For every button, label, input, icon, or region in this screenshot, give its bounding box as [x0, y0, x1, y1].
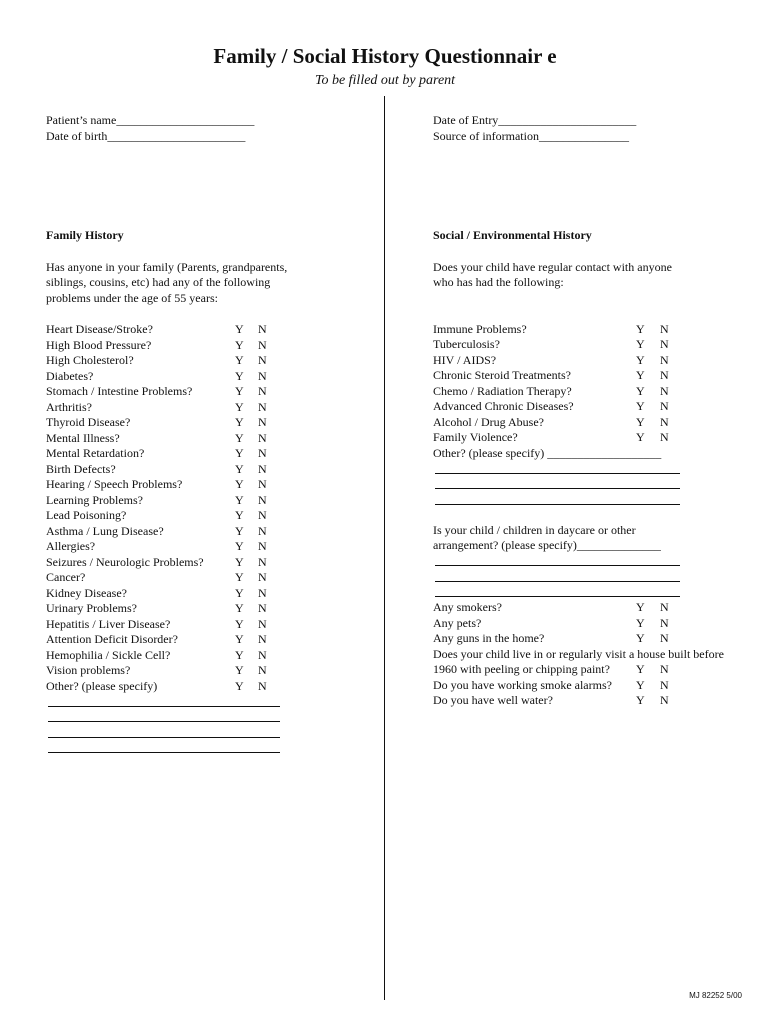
- no-option[interactable]: N: [660, 368, 669, 382]
- social-other-blank-line[interactable]: [433, 461, 680, 477]
- question-label: Family Violence?: [433, 430, 518, 444]
- yes-option[interactable]: Y: [235, 446, 244, 460]
- no-option[interactable]: N: [258, 570, 267, 584]
- question-label: Allergies?: [46, 539, 96, 553]
- yes-option[interactable]: Y: [235, 337, 244, 352]
- question-label: Lead Poisoning?: [46, 508, 127, 522]
- no-option[interactable]: N: [258, 632, 267, 646]
- social-history-intro-line: Does your child have regular contact with anyone: [433, 259, 672, 274]
- social-other-field[interactable]: Other? (please specify) ___________________: [433, 445, 662, 460]
- question-row: [433, 384, 763, 400]
- social-history-intro-line: who has had the following:: [433, 275, 564, 289]
- yes-option[interactable]: Y: [636, 677, 645, 692]
- no-option[interactable]: N: [258, 399, 267, 414]
- no-option[interactable]: N: [258, 446, 267, 460]
- no-option[interactable]: N: [258, 353, 267, 367]
- question-label: Any smokers?: [433, 600, 502, 614]
- yes-option[interactable]: Y: [636, 615, 645, 630]
- yes-option[interactable]: Y: [636, 693, 645, 707]
- question-row: [46, 384, 366, 400]
- yes-option[interactable]: Y: [636, 383, 645, 398]
- no-option[interactable]: N: [258, 678, 267, 693]
- question-row: [433, 353, 763, 369]
- question-row: [433, 678, 763, 694]
- question-row: [46, 524, 366, 540]
- no-option[interactable]: N: [258, 554, 267, 569]
- yes-option[interactable]: Y: [235, 523, 244, 538]
- question-row: [433, 430, 763, 446]
- question-row: [433, 399, 763, 415]
- question-row: [46, 586, 366, 602]
- question-label: Diabetes?: [46, 368, 94, 383]
- question-label: Learning Problems?: [46, 492, 143, 507]
- column-divider: [384, 96, 385, 1000]
- question-label: Other? (please specify): [46, 678, 158, 693]
- family-history-heading: Family History: [46, 228, 124, 242]
- question-label: Birth Defects?: [46, 461, 116, 476]
- no-option[interactable]: N: [258, 322, 267, 336]
- question-label: High Cholesterol?: [46, 353, 134, 367]
- no-option[interactable]: N: [660, 383, 669, 398]
- no-option[interactable]: N: [258, 585, 267, 600]
- yes-option[interactable]: Y: [235, 632, 244, 646]
- yes-option[interactable]: Y: [636, 337, 645, 351]
- question-label: Tuberculosis?: [433, 337, 500, 351]
- no-option[interactable]: N: [258, 368, 267, 383]
- question-row: [433, 616, 763, 632]
- no-option[interactable]: N: [660, 430, 669, 444]
- family-history-intro-line: problems under the age of 55 years:: [46, 290, 218, 305]
- question-row: [46, 338, 366, 354]
- yes-option[interactable]: Y: [636, 321, 645, 336]
- family-other-blank-line[interactable]: [46, 694, 280, 710]
- form-code: MJ 82252 5/00: [689, 991, 742, 1000]
- question-label: Chronic Steroid Treatments?: [433, 368, 571, 382]
- page-subtitle: To be filled out by parent: [314, 73, 456, 88]
- yes-option[interactable]: Y: [235, 430, 244, 445]
- question-label: Arthritis?: [46, 399, 92, 414]
- page-title: Family / Social History Questionnair e: [213, 44, 557, 68]
- question-label: Immune Problems?: [433, 321, 527, 336]
- question-label: Urinary Problems?: [46, 601, 137, 615]
- question-label: Chemo / Radiation Therapy?: [433, 383, 572, 398]
- left-column: [46, 113, 366, 756]
- no-option[interactable]: N: [660, 615, 669, 630]
- yes-option[interactable]: Y: [235, 322, 244, 336]
- yes-option[interactable]: Y: [235, 508, 244, 522]
- source-of-information-field[interactable]: Source of information_______________: [433, 128, 629, 143]
- question-label: Vision problems?: [46, 663, 131, 677]
- yes-option[interactable]: Y: [636, 600, 645, 614]
- family-history-list: [46, 322, 366, 694]
- environment-list: [433, 600, 763, 647]
- no-option[interactable]: N: [258, 601, 267, 615]
- yes-option[interactable]: Y: [235, 477, 244, 491]
- question-row: [433, 415, 763, 431]
- yes-option[interactable]: Y: [235, 678, 244, 693]
- question-label: Cancer?: [46, 570, 86, 584]
- right-column: [433, 113, 763, 709]
- yes-option[interactable]: Y: [636, 399, 645, 413]
- yes-option[interactable]: Y: [235, 368, 244, 383]
- date-of-entry-field[interactable]: Date of Entry_______________________: [433, 113, 637, 127]
- question-row: [46, 353, 366, 369]
- yes-option[interactable]: Y: [636, 414, 645, 429]
- question-row: [46, 679, 366, 695]
- question-label: Thyroid Disease?: [46, 415, 131, 429]
- yes-option[interactable]: Y: [235, 601, 244, 615]
- question-row: [433, 368, 763, 384]
- no-option[interactable]: N: [660, 321, 669, 336]
- house-question-line: Does your child live in or regularly visit a house built before: [433, 646, 724, 661]
- yes-option[interactable]: Y: [235, 399, 244, 414]
- yes-option[interactable]: Y: [235, 647, 244, 662]
- no-option[interactable]: N: [660, 337, 669, 351]
- no-option[interactable]: N: [258, 508, 267, 522]
- no-option[interactable]: N: [660, 414, 669, 429]
- no-option[interactable]: N: [660, 352, 669, 367]
- yes-option[interactable]: Y: [636, 352, 645, 367]
- question-row: [46, 322, 366, 338]
- yes-option[interactable]: Y: [235, 554, 244, 569]
- daycare-question-line: Is your child / children in daycare or other: [433, 522, 636, 537]
- no-option[interactable]: N: [258, 384, 267, 398]
- question-label: Heart Disease/Stroke?: [46, 322, 153, 336]
- yes-option[interactable]: Y: [235, 570, 244, 584]
- question-label: Advanced Chronic Diseases?: [433, 399, 574, 413]
- family-other-blank-line[interactable]: [46, 725, 280, 741]
- yes-option[interactable]: Y: [636, 662, 645, 676]
- no-option[interactable]: N: [258, 415, 267, 429]
- social-other-blank-line[interactable]: [433, 492, 680, 508]
- yes-option[interactable]: Y: [636, 631, 645, 645]
- question-row: [46, 539, 366, 555]
- question-label: Attention Deficit Disorder?: [46, 632, 178, 646]
- no-option[interactable]: N: [258, 477, 267, 491]
- question-row: [46, 462, 366, 478]
- question-label: Stomach / Intestine Problems?: [46, 384, 193, 398]
- yes-option[interactable]: Y: [235, 461, 244, 476]
- question-row: [46, 369, 366, 385]
- question-label: High Blood Pressure?: [46, 337, 152, 352]
- social-other-blank-line[interactable]: [433, 477, 680, 493]
- question-row: [433, 600, 763, 616]
- no-option[interactable]: N: [258, 523, 267, 538]
- social-history-heading: Social / Environmental History: [433, 228, 592, 242]
- daycare-blank-line[interactable]: [433, 554, 680, 570]
- no-option[interactable]: N: [660, 677, 669, 692]
- question-row: [46, 601, 366, 617]
- question-row: [46, 508, 366, 524]
- question-row: [46, 415, 366, 431]
- question-label: 1960 with peeling or chipping paint?: [433, 662, 610, 676]
- yes-option[interactable]: Y: [235, 539, 244, 553]
- no-option[interactable]: N: [258, 430, 267, 445]
- no-option[interactable]: N: [258, 337, 267, 352]
- yes-option[interactable]: Y: [235, 663, 244, 677]
- family-other-blank-line[interactable]: [46, 741, 280, 757]
- yes-option[interactable]: Y: [235, 585, 244, 600]
- patient-name-field[interactable]: Patient’s name_______________________: [46, 113, 255, 127]
- yes-option[interactable]: Y: [636, 430, 645, 444]
- question-row: [46, 493, 366, 509]
- yes-option[interactable]: Y: [235, 415, 244, 429]
- question-label: Hearing / Speech Problems?: [46, 477, 183, 491]
- question-label: Do you have well water?: [433, 693, 553, 707]
- no-option[interactable]: N: [258, 647, 267, 662]
- question-row: [433, 322, 763, 338]
- question-row: [433, 693, 763, 709]
- question-label: Any guns in the home?: [433, 631, 545, 645]
- question-label: Asthma / Lung Disease?: [46, 523, 164, 538]
- question-row: [46, 555, 366, 571]
- question-label: Any pets?: [433, 615, 482, 630]
- question-row: [46, 663, 366, 679]
- question-row: [46, 431, 366, 447]
- yes-option[interactable]: Y: [636, 368, 645, 382]
- question-row: [433, 631, 763, 647]
- question-label: Alcohol / Drug Abuse?: [433, 414, 544, 429]
- environment-list-2: [433, 662, 763, 709]
- no-option[interactable]: N: [258, 616, 267, 631]
- question-label: Mental Retardation?: [46, 446, 145, 460]
- question-label: Seizures / Neurologic Problems?: [46, 554, 204, 569]
- question-row: [433, 337, 763, 353]
- question-label: Kidney Disease?: [46, 585, 127, 600]
- daycare-blank-line[interactable]: [433, 585, 680, 601]
- family-other-blank-line[interactable]: [46, 710, 280, 726]
- yes-option[interactable]: Y: [235, 353, 244, 367]
- yes-option[interactable]: Y: [235, 616, 244, 631]
- question-row: [46, 617, 366, 633]
- question-label: Mental Illness?: [46, 430, 120, 445]
- question-row: [46, 632, 366, 648]
- question-label: Do you have working smoke alarms?: [433, 677, 612, 692]
- no-option[interactable]: N: [258, 492, 267, 507]
- question-row: [46, 477, 366, 493]
- question-row: [46, 570, 366, 586]
- question-label: Hemophilia / Sickle Cell?: [46, 647, 171, 662]
- no-option[interactable]: N: [660, 662, 669, 676]
- daycare-blank-line[interactable]: [433, 569, 680, 585]
- question-row: [46, 648, 366, 664]
- family-history-intro-line: siblings, cousins, etc) had any of the following: [46, 275, 271, 289]
- no-option[interactable]: N: [660, 631, 669, 645]
- no-option[interactable]: N: [660, 600, 669, 614]
- question-row: [46, 446, 366, 462]
- family-history-intro-line: Has anyone in your family (Parents, grandparents,: [46, 259, 288, 274]
- daycare-question-line[interactable]: arrangement? (please specify)______________: [433, 538, 661, 552]
- yes-option[interactable]: Y: [235, 384, 244, 398]
- no-option[interactable]: N: [258, 663, 267, 677]
- question-label: HIV / AIDS?: [433, 352, 497, 367]
- question-row: [433, 662, 763, 678]
- no-option[interactable]: N: [660, 693, 669, 707]
- no-option[interactable]: N: [660, 399, 669, 413]
- date-of-birth-field[interactable]: Date of birth_______________________: [46, 128, 246, 143]
- question-label: Hepatitis / Liver Disease?: [46, 616, 171, 631]
- question-row: [46, 400, 366, 416]
- social-history-list: [433, 322, 763, 446]
- no-option[interactable]: N: [258, 539, 267, 553]
- no-option[interactable]: N: [258, 461, 267, 476]
- yes-option[interactable]: Y: [235, 492, 244, 507]
